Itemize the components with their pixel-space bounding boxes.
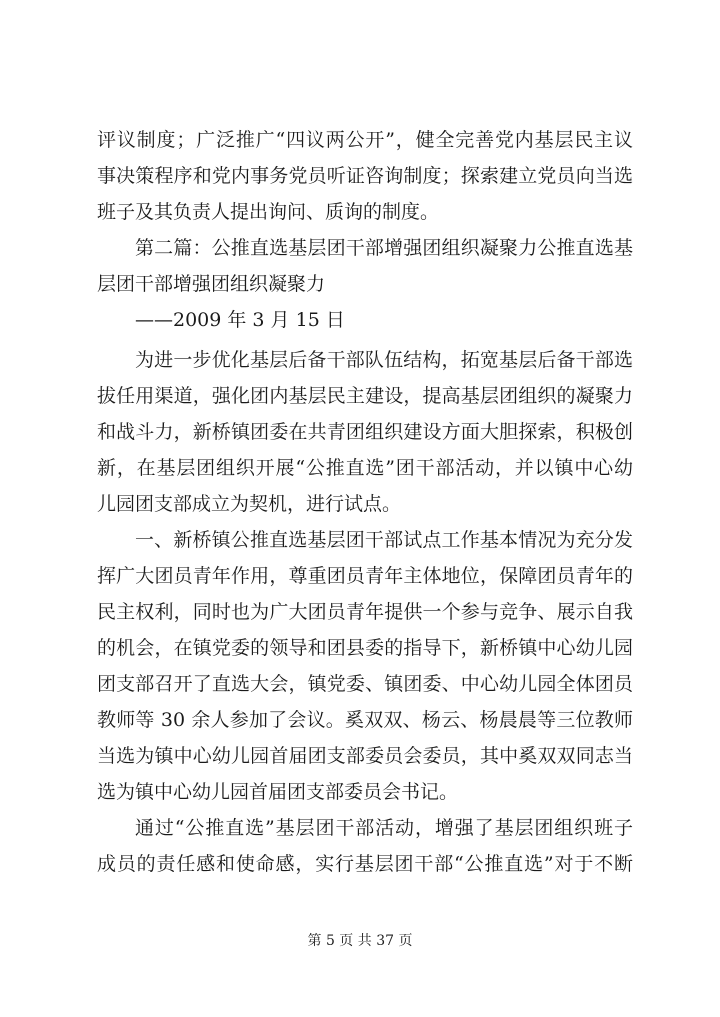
- text-line: 民主权利，同时也为广大团员青年提供一个参与竞争、展示自我: [97, 601, 633, 623]
- text-line: 教师等 30 余人参加了会议。奚双双、杨云、杨晨晨等三位教师: [97, 709, 633, 731]
- text-line: 团支部召开了直选大会，镇党委、镇团委、中心幼儿园全体团员: [97, 673, 633, 695]
- text-line: 通过“公推直选”基层团干部活动，增强了基层团组织班子: [135, 817, 633, 839]
- text-line: 班子及其负责人提出询问、质询的制度。: [97, 201, 440, 223]
- text-line: 的机会，在镇党委的领导和团县委的指导下，新桥镇中心幼儿园: [97, 637, 633, 659]
- text-line: 拔任用渠道，强化团内基层民主建设，提高基层团组织的凝聚力: [97, 385, 633, 407]
- text-line: 和战斗力，新桥镇团委在共青团组织建设方面大胆探索，积极创: [97, 421, 633, 443]
- document-body: [97, 122, 633, 882]
- text-line: 成员的责任感和使命感，实行基层团干部“公推直选”对于不断: [97, 853, 633, 875]
- text-line: 一、新桥镇公推直选基层团干部试点工作基本情况为充分发: [135, 529, 633, 551]
- date-line: ——2009 年 3 月 15 日: [135, 309, 345, 331]
- text-line: 为进一步优化基层后备干部队伍结构，拓宽基层后备干部选: [135, 349, 633, 371]
- section-heading-line: 层团干部增强团组织凝聚力: [97, 273, 326, 295]
- text-line: 当选为镇中心幼儿园首届团支部委员会委员，其中奚双双同志当: [97, 745, 633, 767]
- text-line: 挥广大团员青年作用，尊重团员青年主体地位，保障团员青年的: [97, 565, 633, 587]
- text-line: 事决策程序和党内事务党员听证咨询制度；探索建立党员向当选: [97, 165, 633, 187]
- section-heading-line: 第二篇：公推直选基层团干部增强团组织凝聚力公推直选基: [135, 237, 633, 259]
- text-line: 选为镇中心幼儿园首届团支部委员会书记。: [97, 781, 459, 803]
- text-line: 评议制度；广泛推广“四议两公开”，健全完善党内基层民主议: [97, 129, 633, 151]
- text-line: 儿园团支部成立为契机，进行试点。: [97, 493, 402, 515]
- page-number-footer: 第 5 页 共 37 页: [307, 933, 413, 949]
- text-line: 新，在基层团组织开展“公推直选”团干部活动，并以镇中心幼: [97, 457, 633, 479]
